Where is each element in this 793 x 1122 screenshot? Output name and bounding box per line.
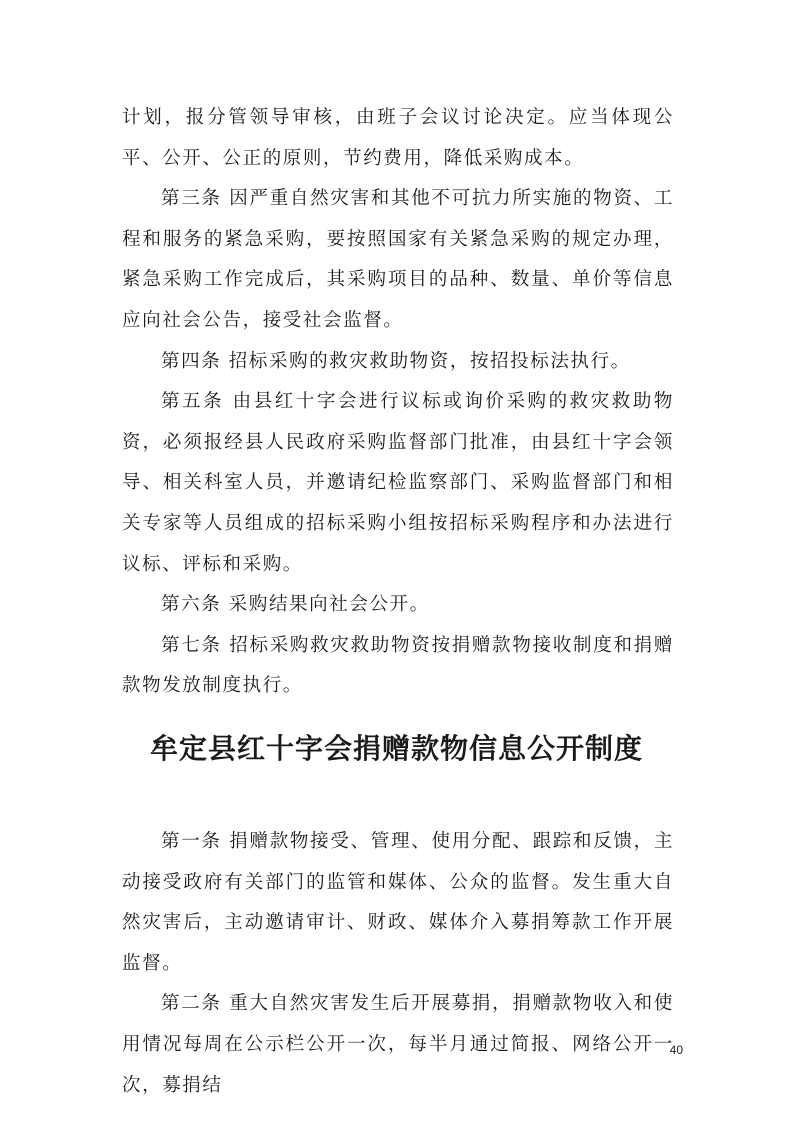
paragraph-article-2: 第二条 重大自然灾害发生后开展募捐，捐赠款物收入和使用情况每周在公示栏公开一次，每半月通过简报、网络公开一次，募捐结 (122, 993, 674, 1096)
paragraph-article-3: 第三条 因严重自然灾害和其他不可抗力所实施的物资、工程和服务的紧急采购，要按照国家有关紧急采购的规定办理，紧急采购工作完成后，其采购项目的品种、数量、单价等信息应向社会公告，接受社会监督。 (122, 188, 674, 331)
paragraph-article-5: 第五条 由县红十字会进行议标或询价采购的救灾救助物资，必须报经县人民政府采购监督部门批准，由县红十字会领导、相关科室人员，并邀请纪检监察部门、采购监督部门和相关专家等人员组成的招标采购小组按招标采购程序和办法进行议标、评标和采购。 (122, 391, 674, 575)
paragraph-article-4: 第四条 招标采购的救灾救助物资，按招投标法执行。 (161, 350, 631, 372)
paragraph-procurement-plan: 计划，报分管领导审核，由班子会议讨论决定。应当体现公平、公开、公正的原则，节约费用，降低采购成本。 (122, 107, 674, 169)
upper-text-block (122, 98, 674, 707)
page-number: 40 (669, 1043, 683, 1057)
lower-text-block (122, 822, 674, 1106)
paragraph-article-6: 第六条 采购结果向社会公开。 (161, 594, 430, 616)
paragraph-article-7: 第七条 招标采购救灾救助物资按捐赠款物接收制度和捐赠款物发放制度执行。 (122, 634, 674, 697)
section-title: 牟定县红十字会捐赠款物信息公开制度 (149, 732, 643, 765)
paragraph-article-1: 第一条 捐赠款物接受、管理、使用分配、跟踪和反馈，主动接受政府有关部门的监管和媒体、公众的监督。发生重大自然灾害后，主动邀请审计、财政、媒体介入募捐筹款工作开展监督。 (122, 831, 674, 974)
